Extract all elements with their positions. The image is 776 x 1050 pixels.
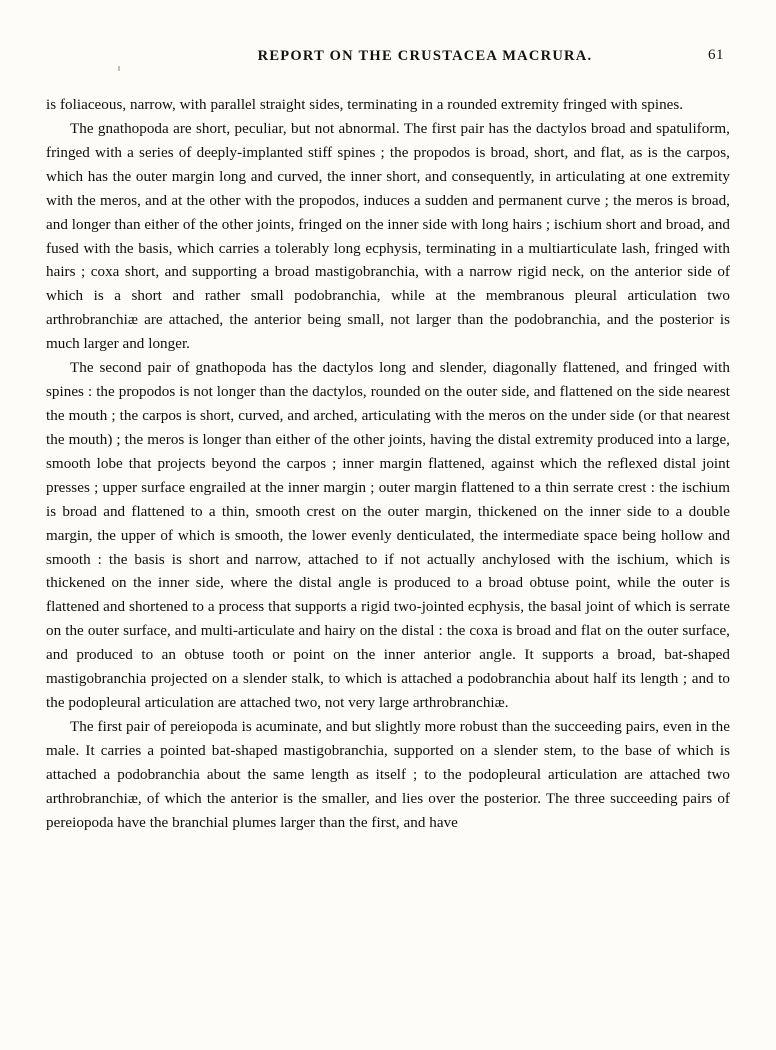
paragraph: The first pair of pereiopoda is acuminate, and but slightly more robust than the succeeding pairs, even in the male. It carries a pointed bat-shaped mastigobranchia, supported on a slender stem, to the base of which is attached a podobranchia about the same length as itself ; to the podopleural articulation are attached two arthrobranchiæ, of which the anterior is the smaller, and lies over the posterior. The three succeeding pairs of pereiopoda have the branchial plumes larger than the first, and have [46, 718, 730, 831]
paragraph: The second pair of gnathopoda has the dactylos long and slender, diagonally flattened, and fringed with spines : the propodos is not longer than the dactylos, rounded on the outer side, and flattened on the side nearest the mouth ; the carpos is short, curved, and arched, articulating with the meros on the under side (or that nearest the mouth) ; the meros is longer than either of the other joints, having the distal extremity produced into a large, smooth lobe that projects beyond the carpos ; inner margin flattened, against which the reflexed distal joint presses ; upper surface engrailed at the inner margin ; outer margin flattened to a thin serrate crest : the ischium is broad and flattened to a thin, smooth crest on the outer margin, thickened on the inner side to a double margin, the upper of which is smooth, the lower evenly denticulated, the intermediate space being hollow and smooth : the basis is short and narrow, attached to if not actually anchylosed with the ischium, which is thickened on the inner side, where the distal angle is produced to a broad obtuse point, while the outer is flattened and shortened to a process that supports a rigid two-jointed ecphysis, the basal joint of which is serrate on the outer surface, and multi-articulate and hairy on the distal : the coxa is broad and flat on the outer surface, and produced to an obtuse tooth or point on the inner anterior angle. It supports a broad, bat-shaped mastigobranchia projected on a slender stalk, to which is attached a podobranchia about half its length ; and to the podopleural articulation are attached two, not very large arthrobranchiæ. [46, 360, 730, 712]
running-head [46, 44, 730, 78]
page-title: REPORT ON THE CRUSTACEA MACRURA. [257, 48, 593, 64]
body-text [46, 94, 730, 836]
paragraph: is foliaceous, narrow, with parallel straight sides, terminating in a rounded extremity fringed with spines. [46, 97, 684, 113]
page-number: 61 [708, 47, 724, 63]
paragraph: The gnathopoda are short, peculiar, but not abnormal. The first pair has the dactylos broad and spatuliform, fringed with a series of deeply-implanted stiff spines ; the propodos is broad, short, and flat, as is the carpos, which has the outer margin long and curved, the inner short, and consequently, in articulating at one extremity with the meros, and at the other with the propodos, induces a sudden and permanent curve ; the meros is broad, and longer than either of the other joints, fringed on the inner side with long hairs ; ischium short and broad, and fused with the basis, which carries a tolerably long ecphysis, terminating in a multiarticulate lash, fringed with hairs ; coxa short, and supporting a broad mastigobranchia, with a narrow rigid neck, on the anterior side of which is a short and rather small podobranchia, while at the membranous pleural articulation two arthrobranchiæ are attached, the anterior being small, not larger than the podobranchia, and the posterior is much larger and longer. [46, 120, 730, 353]
